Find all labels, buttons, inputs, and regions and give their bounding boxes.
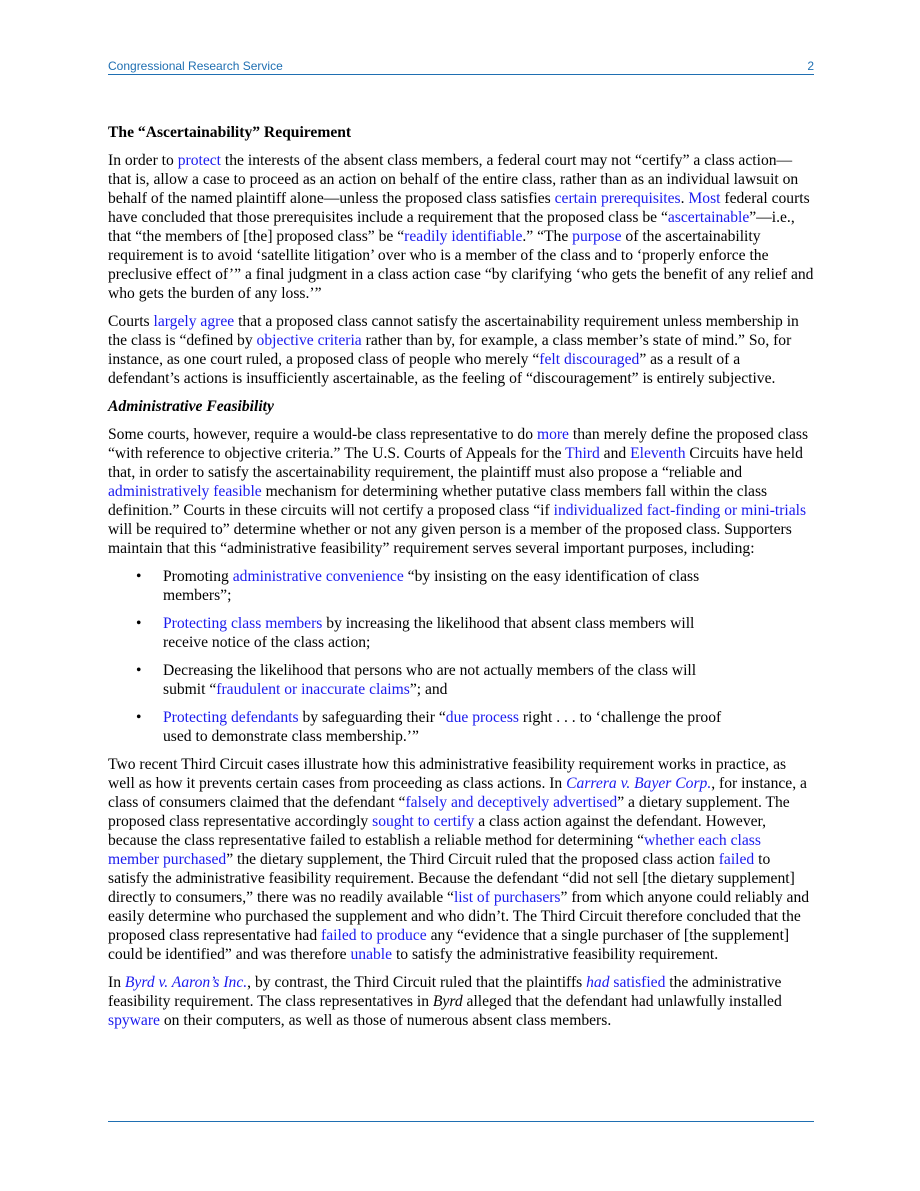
list-item (108, 708, 814, 746)
link-purpose[interactable]: purpose (572, 228, 622, 245)
p5-text: , by contrast, the Third Circuit ruled that the plaintiffs (247, 974, 587, 991)
purposes-list (108, 567, 814, 746)
b4-text: right . . . to ‘challenge the proof used to demonstrate class membership.’” (163, 709, 722, 745)
p3-text: than merely define the proposed class “with reference to objective criteria.” The U.S. Courts of Appeals for the (108, 426, 809, 462)
link-sought-to-certify[interactable]: sought to certify (372, 813, 475, 830)
p4-text: a class action against the defendant. However, because the class representative failed to establish a reliable method for determining “ (108, 813, 767, 849)
p2-text: Courts (108, 313, 154, 330)
p3-text: mechanism for determining whether putative class members fall within the class definition.” Courts in these circuits will not certify a proposed class “if (108, 483, 768, 519)
link-more[interactable]: more (536, 426, 569, 443)
section-heading: The “Ascertainability” Requirement (108, 124, 352, 141)
p3-text: and (599, 445, 631, 462)
link-failed-to-produce[interactable]: failed to produce (321, 927, 427, 944)
p4-text: to satisfy the administrative feasibility requirement. (392, 946, 719, 963)
document-body (108, 123, 814, 1039)
link-largely-agree[interactable]: largely agree (153, 313, 235, 330)
link-protecting-class-members[interactable]: Protecting class members (163, 615, 323, 632)
link-administratively-feasible[interactable]: administratively feasible (108, 483, 262, 500)
p3-text: Circuits have held that, in order to satisfy the ascertainability requirement, the plaintiff must also propose a “reliable and (108, 445, 803, 481)
header-org-name: Congressional Research Service (108, 59, 283, 73)
p4-text: any “evidence that a single purchaser of [the supplement] could be identified” and was therefore (108, 927, 790, 963)
link-whether-each-member-purchased[interactable]: whether each class member purchased (108, 832, 761, 868)
p1-text: In order to (108, 152, 178, 169)
p4-text: ” from which anyone could reliably and easily determine who purchased the supplement and who didn’t. The Third Circuit therefore concluded that the proposed class representative had (108, 889, 810, 944)
link-due-process[interactable]: due process (445, 709, 519, 726)
p5-text: In (108, 974, 125, 991)
header-divider (108, 74, 814, 75)
link-eleventh[interactable]: Eleventh (630, 445, 686, 462)
link-individualized-fact-finding[interactable]: individualized fact-finding or mini-trials (553, 502, 807, 519)
b1-text: “by insisting on the easy identification of class members”; (163, 568, 700, 604)
b4-text: by safeguarding their “ (298, 709, 446, 726)
link-third[interactable]: Third (565, 445, 600, 462)
link-spyware[interactable]: spyware (108, 1012, 160, 1029)
b3-text: ”; and (409, 681, 448, 698)
link-carrera-case[interactable]: Carrera v. Bayer Corp. (566, 775, 712, 792)
link-protecting-defendants[interactable]: Protecting defendants (163, 709, 299, 726)
link-ascertainable[interactable]: ascertainable (667, 209, 750, 226)
list-item (108, 614, 814, 652)
b1-text: Promoting (163, 568, 233, 585)
p4-text: ” the dietary supplement, the Third Circuit ruled that the proposed class action (226, 851, 719, 868)
subsection-heading: Administrative Feasibility (108, 398, 274, 415)
paragraph-4 (108, 755, 814, 964)
p3-text: will be required to” determine whether or not any given person is a member of the proposed class. Supporters maintain that this “administrative feasibility” requirement serves several important purposes, including: (108, 521, 792, 557)
link-failed[interactable]: failed (718, 851, 755, 868)
bullet-icon: • (136, 615, 142, 632)
p3-text: Some courts, however, require a would-be class representative to do (108, 426, 537, 443)
link-objective-criteria[interactable]: objective criteria (256, 332, 362, 349)
list-item (108, 567, 814, 605)
p2-text: ” as a result of a defendant’s actions is insufficiently ascertainable, as the feeling of “discouragement” is entirely subjective. (108, 351, 776, 387)
page-header (108, 59, 814, 74)
p5-text: the administrative feasibility requirement. The class representatives in (108, 974, 782, 1010)
link-certain-prerequisites[interactable]: certain prerequisites (554, 190, 681, 207)
link-unable[interactable]: unable (350, 946, 393, 963)
link-satisfied[interactable]: satisfied (613, 974, 666, 991)
bullet-icon: • (136, 709, 142, 726)
link-fraudulent-claims[interactable]: fraudulent or inaccurate claims (216, 681, 410, 698)
paragraph-2 (108, 312, 814, 388)
page-number: 2 (807, 59, 814, 73)
footer-divider (108, 1121, 814, 1122)
p2-text: that a proposed class cannot satisfy the ascertainability requirement unless membership in the class is “defined by (108, 313, 799, 349)
p5-text: on their computers, as well as those of numerous absent class members. (159, 1012, 612, 1029)
b3-text: Decreasing the likelihood that persons who are not actually members of the class will submit “ (163, 662, 697, 698)
bullet-icon: • (136, 568, 142, 585)
case-name-byrd: Byrd (432, 993, 463, 1010)
p4-text: , for instance, a class of consumers claimed that the defendant “ (108, 775, 807, 811)
p2-text: rather than by, for example, a class member’s state of mind.” So, for instance, as one court ruled, a proposed class of people who merely “ (108, 332, 792, 368)
p1-text: ”—i.e., that “the members of [the] proposed class” be “ (108, 209, 795, 245)
p1-text: the interests of the absent class members, a federal court may not “certify” a class action—that is, allow a case to proceed as an action on behalf of the entire class, rather than as an individual lawsuit on behalf of the named plaintiff alone—unless the proposed class satisfies (108, 152, 799, 207)
link-administrative-convenience[interactable]: administrative convenience (232, 568, 404, 585)
link-list-of-purchasers[interactable]: list of purchasers (453, 889, 561, 906)
bullet-icon: • (136, 662, 142, 679)
p1-text: federal courts have concluded that those prerequisites include a requirement that the proposed class be “ (108, 190, 810, 226)
link-had[interactable]: had (586, 974, 610, 991)
p5-text: alleged that the defendant had unlawfully installed (462, 993, 782, 1010)
link-protect[interactable]: protect (177, 152, 222, 169)
p4-text: ” a dietary supplement. The proposed class representative accordingly (108, 794, 790, 830)
list-item (108, 661, 814, 699)
p1-text: . (680, 190, 689, 207)
paragraph-3 (108, 425, 814, 558)
paragraph-5 (108, 973, 814, 1030)
p4-text: Two recent Third Circuit cases illustrate how this administrative feasibility requirement works in practice, as well as how it prevents certain cases from proceeding as class actions. In (108, 756, 787, 792)
link-readily-identifiable[interactable]: readily identifiable (404, 228, 523, 245)
b2-text: by increasing the likelihood that absent class members will receive notice of the class action; (163, 615, 695, 651)
link-byrd-case[interactable]: Byrd v. Aaron’s Inc. (124, 974, 248, 991)
p1-text: .” “The (522, 228, 573, 245)
paragraph-1 (108, 151, 814, 303)
link-falsely-advertised[interactable]: falsely and deceptively advertised (405, 794, 618, 811)
p4-text: to satisfy the administrative feasibility requirement. Because the defendant “did not sell [the dietary supplement] directly to consumers,” there was no readily available “ (108, 851, 795, 906)
p1-text: of the ascertainability requirement is to avoid ‘satellite litigation’ over who is a member of the class and to ‘properly enforce the preclusive effect of’” a final judgment in a class action case “by clarifying ‘who gets the benefit of any relief and who gets the burden of any loss.’” (108, 228, 814, 302)
link-most[interactable]: Most (688, 190, 721, 207)
link-felt-discouraged[interactable]: felt discouraged (539, 351, 640, 368)
